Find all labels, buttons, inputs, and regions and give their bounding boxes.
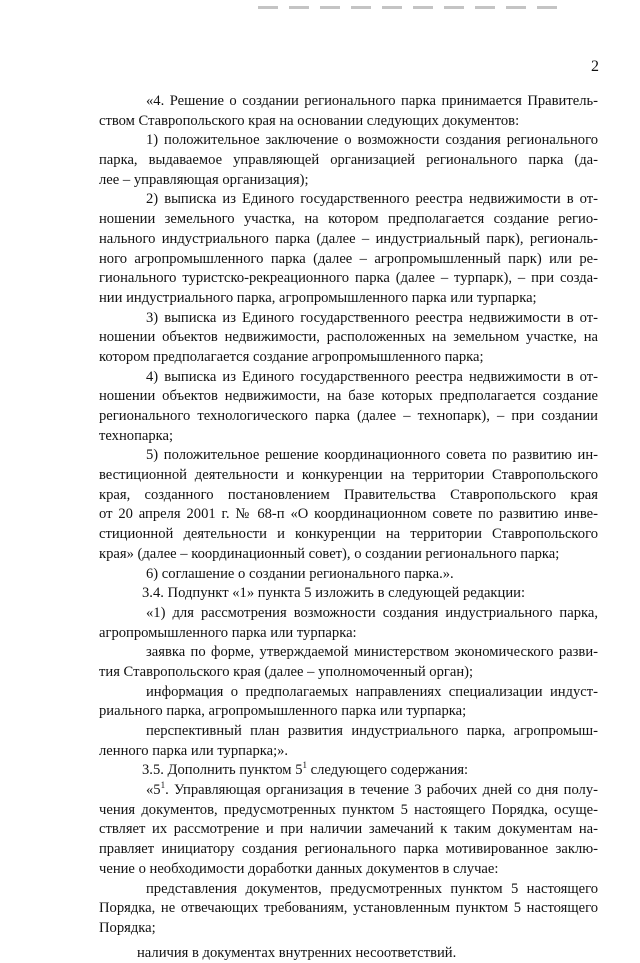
text-line: информация о предполагаемых направлениях специализации индуст- bbox=[146, 683, 598, 700]
text-line: перспективный план развития индустриального парка, агропромыш- bbox=[146, 723, 598, 739]
text-line: нального индустриального парка (далее – индустриальный парк), региональ- bbox=[99, 230, 598, 247]
text-line: представления документов, предусмотренных пунктом 5 настоящего bbox=[146, 880, 598, 897]
text-line: ношении объектов недвижимости, на базе которых предполагается создание bbox=[99, 388, 598, 405]
text-line: края» (далее – координационный совет), о создании регионального парка; bbox=[99, 545, 560, 562]
text-line: чения документов, предусмотренных пунктом 5 настоящего Порядка, осуще- bbox=[99, 801, 598, 818]
text-line: чение о необходимости доработки данных документов в случае: bbox=[99, 860, 499, 877]
paragraph-line-5-1: «$5^1$. Управляющая организация в течение 3 рабочих дней со дня полу- bbox=[146, 781, 598, 799]
text-line: наличия в документах внутренних несоответствий. bbox=[137, 944, 457, 961]
text-line: 5) положительное решение координационного совета по развитию ин- bbox=[146, 447, 598, 464]
text-line: 3) выписка из Единого государственного реестра недвижимости в от- bbox=[146, 309, 598, 326]
superscript: 1 bbox=[160, 781, 166, 791]
text-line: лее – управляющая организация); bbox=[99, 171, 309, 188]
text-line: нии индустриального парка, агропромышленного парка или турпарка; bbox=[99, 289, 537, 306]
text-line: агропромышленного парка или турпарка: bbox=[99, 624, 357, 641]
text-line: ношении земельного участка, на котором предполагается создание регио- bbox=[99, 211, 598, 228]
text-line: 6) соглашение о создании регионального парка.». bbox=[146, 565, 454, 582]
text-line: парка, выдаваемое управляющей организацией регионального парка (да- bbox=[99, 152, 598, 169]
text-line: тия Ставропольского края (далее – уполномоченный орган); bbox=[99, 663, 474, 680]
text-line: ношении объектов недвижимости, расположенных на земельном участке, на bbox=[99, 329, 598, 346]
text-line: «1) для рассмотрения возможности создания индустриального парка, bbox=[146, 604, 598, 621]
header-rule bbox=[258, 6, 568, 9]
text-line: края, созданного постановлением Правительства Ставропольского края bbox=[99, 486, 598, 503]
text-line: «4. Решение о создании регионального парка принимается Правитель- bbox=[146, 93, 598, 109]
text-line: стиционной деятельности и конкуренции на территории Ставропольского bbox=[99, 526, 598, 543]
text-line: регионального технологического парка (далее – технопарк), – при создании bbox=[99, 408, 598, 424]
text-line: гионального туристско-рекреационного парка (далее – турпарк), – при созда- bbox=[99, 270, 598, 287]
text-line: ленного парка или турпарка;». bbox=[99, 742, 289, 759]
paragraph-line-3-5: 3.5. Дополнить пунктом $5^1$ следующего содержания: bbox=[142, 761, 469, 779]
text-line: правляет инициатору создания регионального парка мотивированное заклю- bbox=[99, 841, 598, 858]
text-line: 3.4. Подпункт «1» пункта 5 изложить в следующей редакции: bbox=[142, 585, 526, 602]
text-line: ствляет их рассмотрение и при наличии замечаний к таким документам на- bbox=[99, 821, 598, 838]
document-body bbox=[99, 92, 598, 963]
text-line: технопарка; bbox=[99, 427, 174, 444]
text-line: Порядка; bbox=[99, 919, 156, 936]
page-number: 2 bbox=[591, 58, 599, 75]
text-line: 4) выписка из Единого государственного реестра недвижимости в от- bbox=[146, 368, 598, 385]
text-line: 1) положительное заключение о возможности создания регионального bbox=[146, 132, 598, 149]
text-line: вестиционной деятельности и конкуренции на территории Ставропольского bbox=[99, 467, 598, 484]
text-line: заявка по форме, утверждаемой министерством экономического разви- bbox=[146, 644, 598, 661]
text-line: 2) выписка из Единого государственного реестра недвижимости в от- bbox=[146, 191, 598, 208]
text-line: котором предполагается создание агропромышленного парка; bbox=[99, 348, 484, 365]
superscript: 1 bbox=[302, 761, 307, 771]
text-line: Порядка, не отвечающих требованиям, установленным пунктом 5 настоящего bbox=[99, 900, 598, 917]
text-line: ством Ставропольского края на основании следующих документов: bbox=[99, 112, 520, 129]
text-line: от 20 апреля 2001 г. № 68-п «О координационном совете по развитию инве- bbox=[99, 506, 598, 523]
text-line: ного агропромышленного парка (далее – агропромышленный парк) или ре- bbox=[99, 250, 598, 267]
text-line: риального парка, агропромышленного парка или турпарка; bbox=[99, 703, 467, 720]
